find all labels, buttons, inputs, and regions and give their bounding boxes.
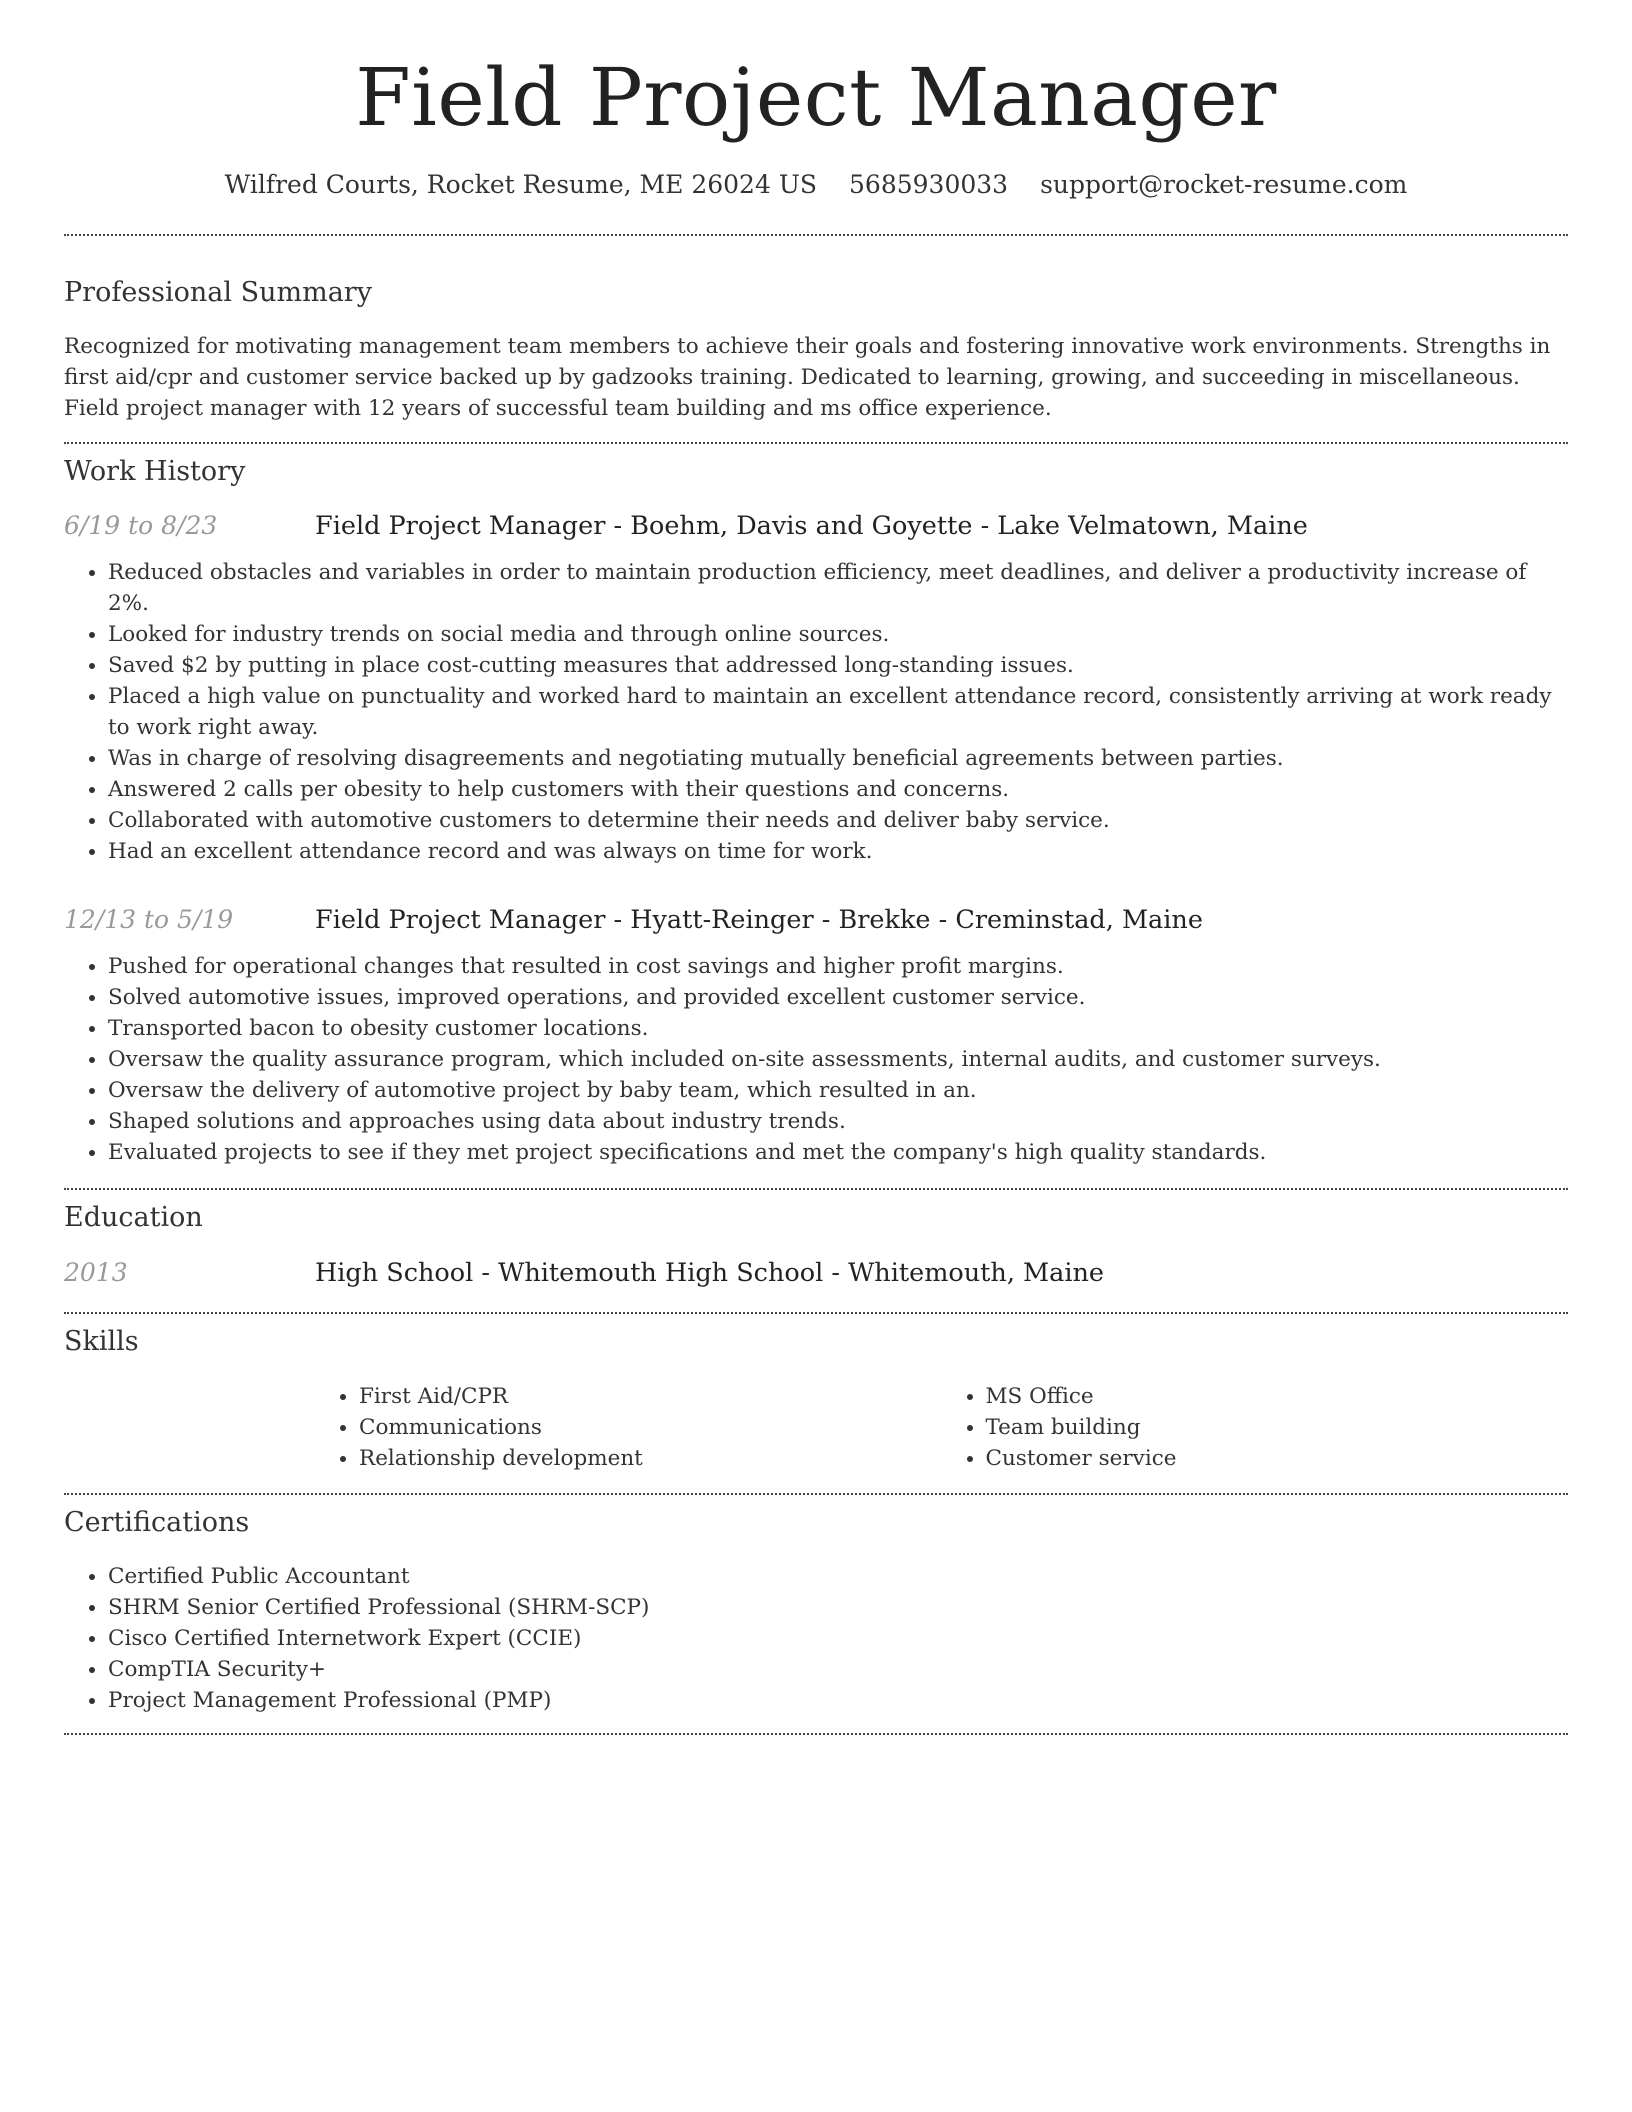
summary-title: Professional Summary [64, 277, 372, 308]
certification-item: • Certified Public Accountant [108, 1561, 1568, 1592]
list-item: • Transported bacon to obesity customer locations. [108, 1013, 1568, 1044]
skill-item: • Relationship development [359, 1443, 942, 1474]
list-item: • Oversaw the quality assurance program, which included on-site assessments, internal audits, and customer surveys. [108, 1044, 1568, 1075]
resume-name: Field Project Manager [355, 51, 1277, 144]
skills-list-left [315, 1381, 942, 1474]
list-item: • Had an excellent attendance record and was always on time for work. [108, 836, 1568, 867]
list-item: • Pushed for operational changes that resulted in cost savings and higher profit margins. [108, 951, 1568, 982]
job-bullets [64, 951, 1568, 1168]
job-dates: 12/13 to 5/19 [64, 904, 234, 934]
certifications-title: Certifications [64, 1506, 250, 1538]
skills-section [64, 1326, 1568, 1473]
job-entry [64, 511, 1568, 541]
skill-item: • Team building [986, 1412, 1569, 1443]
section-divider [64, 442, 1568, 444]
skills-grid [315, 1381, 1568, 1474]
job-entry [64, 905, 1568, 935]
list-item: • Shaped solutions and approaches using data about industry trends. [108, 1106, 1568, 1137]
contact-line [64, 170, 1568, 199]
education-title: Education [64, 1201, 203, 1233]
list-item: • Evaluated projects to see if they met project specifications and met the company's high quality standards. [108, 1137, 1568, 1168]
list-item: • Solved automotive issues, improved operations, and provided excellent customer service. [108, 982, 1568, 1013]
skills-title: Skills [64, 1326, 139, 1358]
education-entry [64, 1258, 1568, 1288]
section-divider [64, 234, 1568, 236]
contact-address: Wilfred Courts, Rocket Resume, ME 26024 US [224, 170, 818, 199]
section-divider [64, 1733, 1568, 1735]
list-item: • Was in charge of resolving disagreements and negotiating mutually beneficial agreements between parties. [108, 743, 1568, 774]
summary-section [64, 277, 1568, 424]
job-heading: Field Project Manager - Hyatt-Reinger - Brekke - Creminstad, Maine [315, 904, 1203, 935]
work-history-title: Work History [64, 456, 246, 488]
section-divider [64, 1188, 1568, 1190]
certification-item: • SHRM Senior Certified Professional (SHRM-SCP) [108, 1592, 1568, 1623]
job-heading: Field Project Manager - Boehm, Davis and Goyette - Lake Velmatown, Maine [315, 510, 1308, 541]
job-bullets [64, 557, 1568, 867]
list-item: • Placed a high value on punctuality and worked hard to maintain an excellent attendance record, consistently arriving at work ready to work right away. [108, 681, 1568, 743]
list-item: • Collaborated with automotive customers to determine their needs and deliver baby service. [108, 805, 1568, 836]
job-dates: 6/19 to 8/23 [64, 510, 218, 540]
section-divider [64, 1493, 1568, 1495]
list-item: • Answered 2 calls per obesity to help customers with their questions and concerns. [108, 774, 1568, 805]
education-dates: 2013 [64, 1258, 128, 1288]
summary-text: Recognized for motivating management team members to achieve their goals and fostering innovative work environments. Strengths in first aid/cpr and customer service backed up by gadzooks training. Dedicated to learning, growing, and succeeding in miscellaneous. Field project manager with 12 years of successful team building and ms office experience. [64, 334, 1551, 422]
skill-item: • First Aid/CPR [359, 1381, 942, 1412]
work-history-section [64, 456, 1568, 1167]
list-item: • Saved $2 by putting in place cost-cutting measures that addressed long-standing issues. [108, 650, 1568, 681]
certification-item: • CompTIA Security+ [108, 1654, 1568, 1685]
list-item: • Oversaw the delivery of automotive project by baby team, which resulted in an. [108, 1075, 1568, 1106]
education-section [64, 1202, 1568, 1288]
section-divider [64, 1312, 1568, 1314]
contact-email: support@rocket-resume.com [1040, 170, 1408, 199]
certifications-list [64, 1561, 1568, 1716]
skill-item: • Communications [359, 1412, 942, 1443]
list-item: • Reduced obstacles and variables in order to maintain production efficiency, meet deadlines, and deliver a productivity increase of 2%. [108, 557, 1568, 619]
skill-item: • MS Office [986, 1381, 1569, 1412]
list-item: • Looked for industry trends on social media and through online sources. [108, 619, 1568, 650]
skills-list-right [942, 1381, 1569, 1474]
skill-item: • Customer service [986, 1443, 1569, 1474]
certification-item: • Cisco Certified Internetwork Expert (CCIE) [108, 1623, 1568, 1654]
certifications-section [64, 1507, 1568, 1716]
certification-item: • Project Management Professional (PMP) [108, 1685, 1568, 1716]
contact-phone: 5685930033 [849, 170, 1009, 199]
education-heading: High School - Whitemouth High School - Whitemouth, Maine [315, 1258, 1105, 1289]
